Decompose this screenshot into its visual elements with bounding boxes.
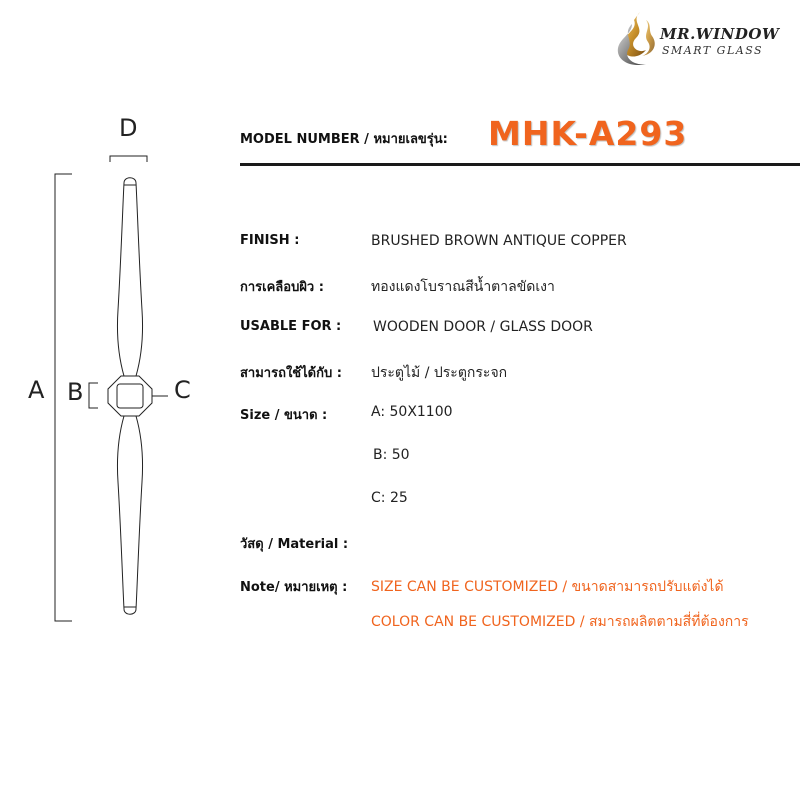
dimension-label-a: A — [28, 376, 45, 404]
usable-for-thai-label: สามารถใช้ได้กับ : — [240, 366, 342, 381]
dimension-label-d: D — [119, 114, 138, 142]
coating-value: ทองแดงโบราณสีน้ำตาลขัดเงา — [371, 279, 555, 295]
header-divider — [240, 163, 800, 166]
dimension-label-c: C — [174, 376, 191, 404]
usable-for-label: USABLE FOR : — [240, 319, 342, 334]
brand-flame-icon — [612, 10, 662, 68]
dimension-label-b: B — [67, 378, 84, 406]
note-label: Note/ หมายเหตุ : — [240, 580, 348, 595]
material-label: วัสดุ / Material : — [240, 537, 349, 552]
model-number: MHK-A293 — [488, 114, 688, 153]
size-label: Size / ขนาด : — [240, 408, 328, 423]
note-color-customizable: COLOR CAN BE CUSTOMIZED / สมารถผลิตตามสี่ที่ต้องการ — [371, 614, 749, 630]
handle-outline — [0, 100, 230, 640]
model-number-label: MODEL NUMBER / หมายเลขรุ่น: — [240, 132, 448, 147]
size-a-value: A: 50X1100 — [371, 404, 453, 420]
brand-logo — [612, 10, 797, 68]
product-drawing — [0, 100, 230, 640]
finish-value: BRUSHED BROWN ANTIQUE COPPER — [371, 233, 627, 249]
size-b-value: B: 50 — [373, 447, 410, 463]
usable-for-thai-value: ประตูไม้ / ประตูกระจก — [371, 365, 508, 381]
note-size-customizable: SIZE CAN BE CUSTOMIZED / ขนาดสามารถปรับแต่งได้ — [371, 579, 724, 595]
brand-name: MR.WINDOW — [660, 25, 780, 43]
size-c-value: C: 25 — [371, 490, 408, 506]
coating-label: การเคลือบผิว : — [240, 280, 324, 295]
brand-tagline: SMART GLASS — [662, 44, 764, 57]
usable-for-value: WOODEN DOOR / GLASS DOOR — [373, 319, 593, 335]
finish-label: FINISH : — [240, 233, 300, 248]
